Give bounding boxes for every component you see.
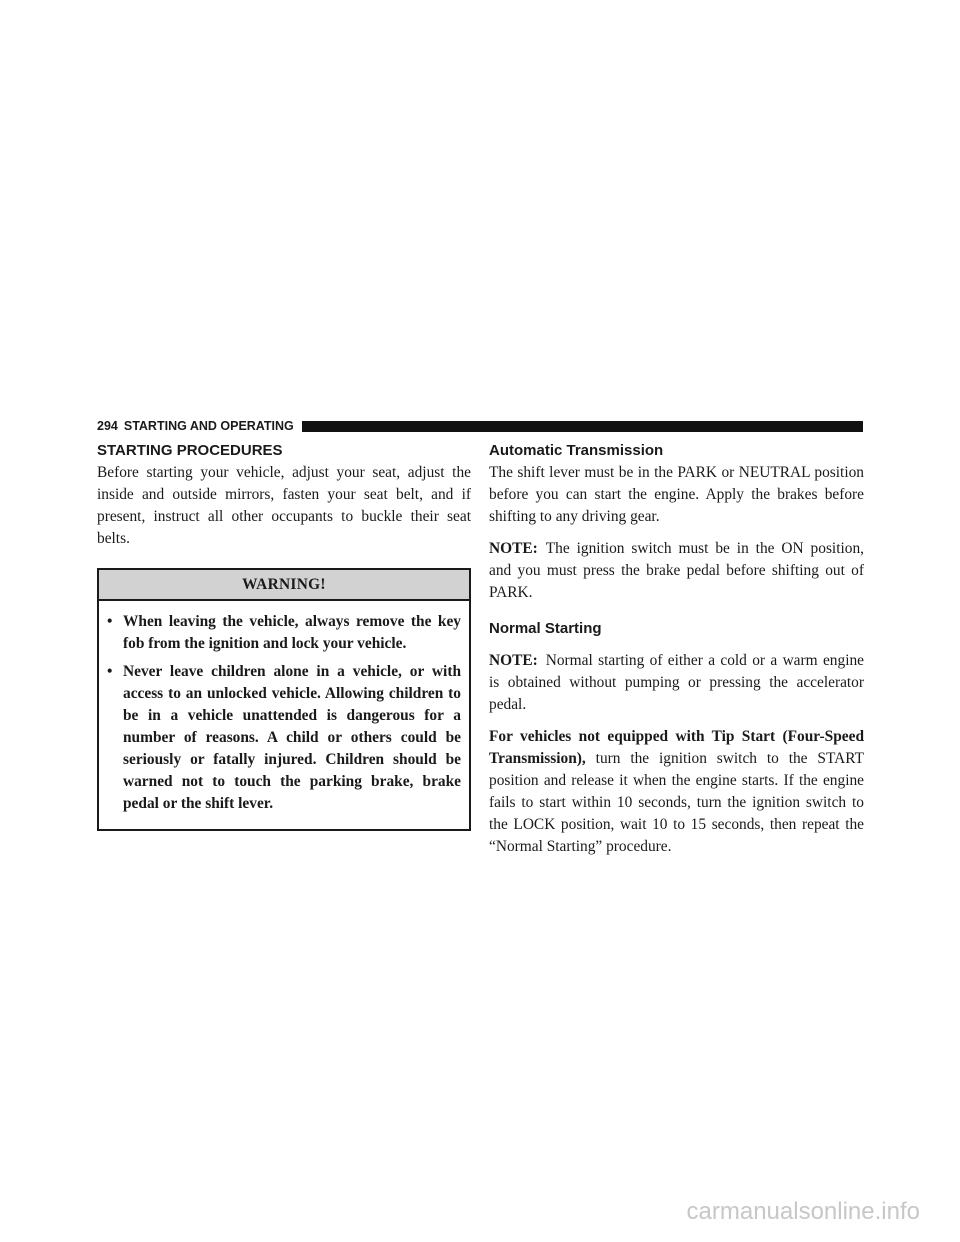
page-number: 294 — [97, 419, 118, 433]
tip-start-text: turn the ignition switch to the START position and release it when the engine starts. If the engine fails to start within 10 seconds, turn the ignition switch to the LOCK position, wait 10 to 15 seconds, then repeat the “Normal Starting” procedure. — [489, 750, 864, 855]
warning-box — [97, 568, 471, 831]
warning-item-text: Never leave children alone in a vehicle, or with access to an unlocked vehicle. Allowing children to be in a vehicle unattended is dangerous for a number of reasons. A child or others could be seriously or fatally injured. Children should be warned not to touch the parking brake, brake pedal or the shift lever. — [123, 663, 461, 812]
tip-start-lead: For vehicles not equipped with Tip Start (Four-Speed Transmission), — [489, 728, 864, 767]
automatic-transmission-heading: Automatic Transmission — [489, 442, 664, 459]
note-label: NOTE: — [489, 652, 538, 669]
warning-item — [107, 611, 461, 655]
watermark-text: carmanualsonline.info — [686, 1198, 920, 1225]
warning-item-text: When leaving the vehicle, always remove the key fob from the ignition and lock your vehicle. — [123, 613, 461, 652]
bullet-icon: • — [107, 613, 113, 630]
note-normal-starting — [489, 650, 864, 716]
warning-list — [99, 601, 469, 829]
normal-starting-heading: Normal Starting — [489, 620, 602, 637]
right-column — [489, 440, 864, 858]
left-column — [97, 440, 471, 831]
bullet-icon: • — [107, 663, 113, 680]
note-text: The ignition switch must be in the ON position, and you must press the brake pedal before shifting out of PARK. — [489, 540, 864, 601]
intro-paragraph: Before starting your vehicle, adjust your seat, adjust the inside and outside mirrors, fasten your seat belt, and if present, instruct all other occupants to buckle their seat belts. — [97, 464, 471, 547]
header-rule — [302, 421, 863, 432]
page-header — [97, 418, 863, 434]
note-ignition — [489, 538, 864, 604]
note-label: NOTE: — [489, 540, 538, 557]
automatic-transmission-text: The shift lever must be in the PARK or NEUTRAL position before you can start the engine. Apply the brakes before shifting to any driving gear. — [489, 464, 864, 525]
warning-item — [107, 661, 461, 815]
warning-title: WARNING! — [242, 576, 326, 593]
section-name: STARTING AND OPERATING — [123, 419, 294, 433]
note-text: Normal starting of either a cold or a warm engine is obtained without pumping or pressing the accelerator pedal. — [489, 652, 864, 713]
warning-title-bar — [99, 570, 469, 601]
tip-start-paragraph — [489, 726, 864, 858]
starting-procedures-heading: STARTING PROCEDURES — [97, 442, 283, 459]
